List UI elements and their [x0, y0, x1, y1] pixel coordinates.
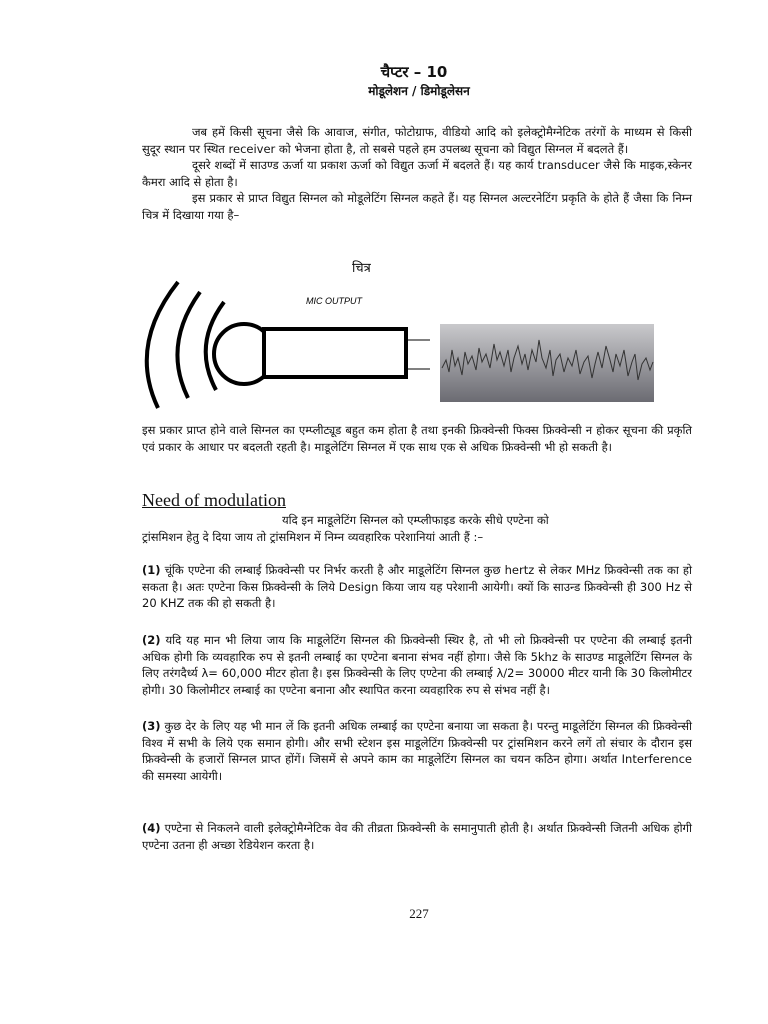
point-4 [142, 820, 692, 853]
mic-output-label: MIC OUTPUT [306, 296, 362, 306]
after-figure-text [142, 422, 692, 455]
point-text: एण्टेना से निकलने वाली इलेक्ट्रोमैग्नेटिक वेव की तीव्रता फ्रिक्वेन्सी के समानुपाती होती है। अर्थात फ्रिक्वेन्सी जितनी अधिक होगी एण्टेना उतना ही अच्छा रेडियेशन करता है। [142, 821, 692, 852]
after-figure-paragraph: इस प्रकार प्राप्त होने वाले सिग्नल का एम्प्लीट्यूड बहुत कम होता है तथा इनकी फ्रिक्वेन्सी फिक्स फ्रिक्वेन्सी न होकर सूचना की प्रकृति एवं प्रकार के आधार पर बदलती रहती है। माडूलेटिंग सिग्नल में एक साथ एक से अधिक फ्रिक्वेन्सी भी हो सकती है। [142, 423, 692, 454]
point-text: कुछ देर के लिए यह भी मान लें कि इतनी अधिक लम्बाई का एण्टेना बनाया जा सकता है। परन्तु माडूलेटिंग सिग्नल की फ्रिक्वेन्सी विश्व में सभी के लिये एक समान होगी। और सभी स्टेशन इस माडूलेटिंग फ्रिक्वेन्सी पर ट्रांसमिशन करने लगें तो संचार के दौरान इस फ्रिक्वेन्सी के हजारों सिग्नल प्राप्त होंगें। जिसमें से अपने काम का माडूलेटिंग सिग्नल का चयन कठिन होगा। अर्थात Interference की समस्या आयेगी। [142, 719, 692, 783]
point-2 [142, 632, 692, 698]
microphone-figure [140, 280, 660, 410]
point-number: (3) [142, 719, 161, 733]
point-3 [142, 718, 692, 784]
need-of-modulation-heading: Need of modulation [142, 490, 286, 510]
need-intro-line-1: यदि इन माडूलेटिंग सिग्नल को एम्प्लीफाइड करके सीधे एण्टेना को [282, 513, 549, 527]
sound-wave-arc-middle [177, 292, 200, 398]
intro-paragraph-1: जब हमें किसी सूचना जैसे कि आवाज, संगीत, फोटोग्राफ, वीडियो आदि को इलेक्ट्रोमैग्नेटिक तरंगों के माध्यम से किसी सुदूर स्थान पर स्थित receiver को भेजना होता है, तो सबसे पहले हम उपलब्ध सूचना को विद्युत सिग्नल में बदलते हैं। [142, 125, 692, 156]
page-number: 227 [409, 906, 429, 921]
point-number: (2) [142, 633, 161, 647]
figure-caption: चित्र [352, 261, 371, 276]
point-text: यदि यह मान भी लिया जाय कि माडूलेटिंग सिग्नल की फ्रिक्वेन्सी स्थिर है, तो भी लो फ्रिक्वेन्सी पर एण्टेना की लम्बाई इतनी अधिक होगी कि व्यवहारिक रुप से इतनी लम्बाई का एण्टेना बनाना संभव नहीं होगा। जैसे कि 5khz के साउण्ड माडूलेटिंग सिग्नल के लिए तरंगदैर्ध्य λ= 60,000 मीटर होता है। इस फ्रिक्वेन्सी के लिए एण्टेना की लम्बाई λ/2= 30000 मीटर यानी कि 30 किलोमीटर होगी। 30 किलोमीटर लम्बाई का एण्टेना बनाना और स्थापित करना व्यवहारिक रुप से संभव नहीं है। [142, 633, 693, 697]
intro-paragraph-3: इस प्रकार से प्राप्त विद्युत सिग्नल को मोडूलेटिंग सिग्नल कहते हैं। यह सिग्नल अल्टरनेटिंग प्रकृति के होते हैं जैसा कि निम्न चित्र में दिखाया गया है– [142, 191, 692, 222]
sound-wave-arc-outer [147, 282, 178, 408]
intro-text [142, 124, 692, 223]
point-text: चूंकि एण्टेना की लम्बाई फ्रिक्वेन्सी पर निर्भर करती है और माडूलेटिंग सिग्नल कुछ hertz से लेकर MHz फ्रिक्वेन्सी तक का हो सकता है। अतः एण्टेना किस फ्रिक्वेन्सी के लिये Design किया जाय यह परेशानी आयेगी। क्यों कि साउन्ड फ्रिक्वेन्सी ही 300 Hz से 20 KHZ तक की हो सकती है। [142, 563, 692, 610]
microphone-output-diagram [140, 280, 660, 410]
point-1 [142, 562, 692, 612]
point-number: (4) [142, 821, 161, 835]
microphone-body [264, 329, 406, 377]
chapter-subtitle: मोडूलेशन / डिमोडूलेसन [368, 84, 470, 98]
point-number: (1) [142, 563, 161, 577]
need-intro-line-2: ट्रांसमिशन हेतु दे दिया जाय तो ट्रांसमिशन में निम्न व्यवहारिक परेशानियां आती हैं :– [142, 529, 484, 544]
chapter-title: चैप्टर – 10 [380, 63, 448, 81]
need-intro [142, 512, 692, 545]
intro-paragraph-2: दूसरे शब्दों में साउण्ड ऊर्जा या प्रकाश ऊर्जा को विद्युत ऊर्जा में बदलते हैं। यह कार्य transducer जैसे कि माइक,स्केनर कैमरा आदि से होता है। [142, 158, 692, 189]
